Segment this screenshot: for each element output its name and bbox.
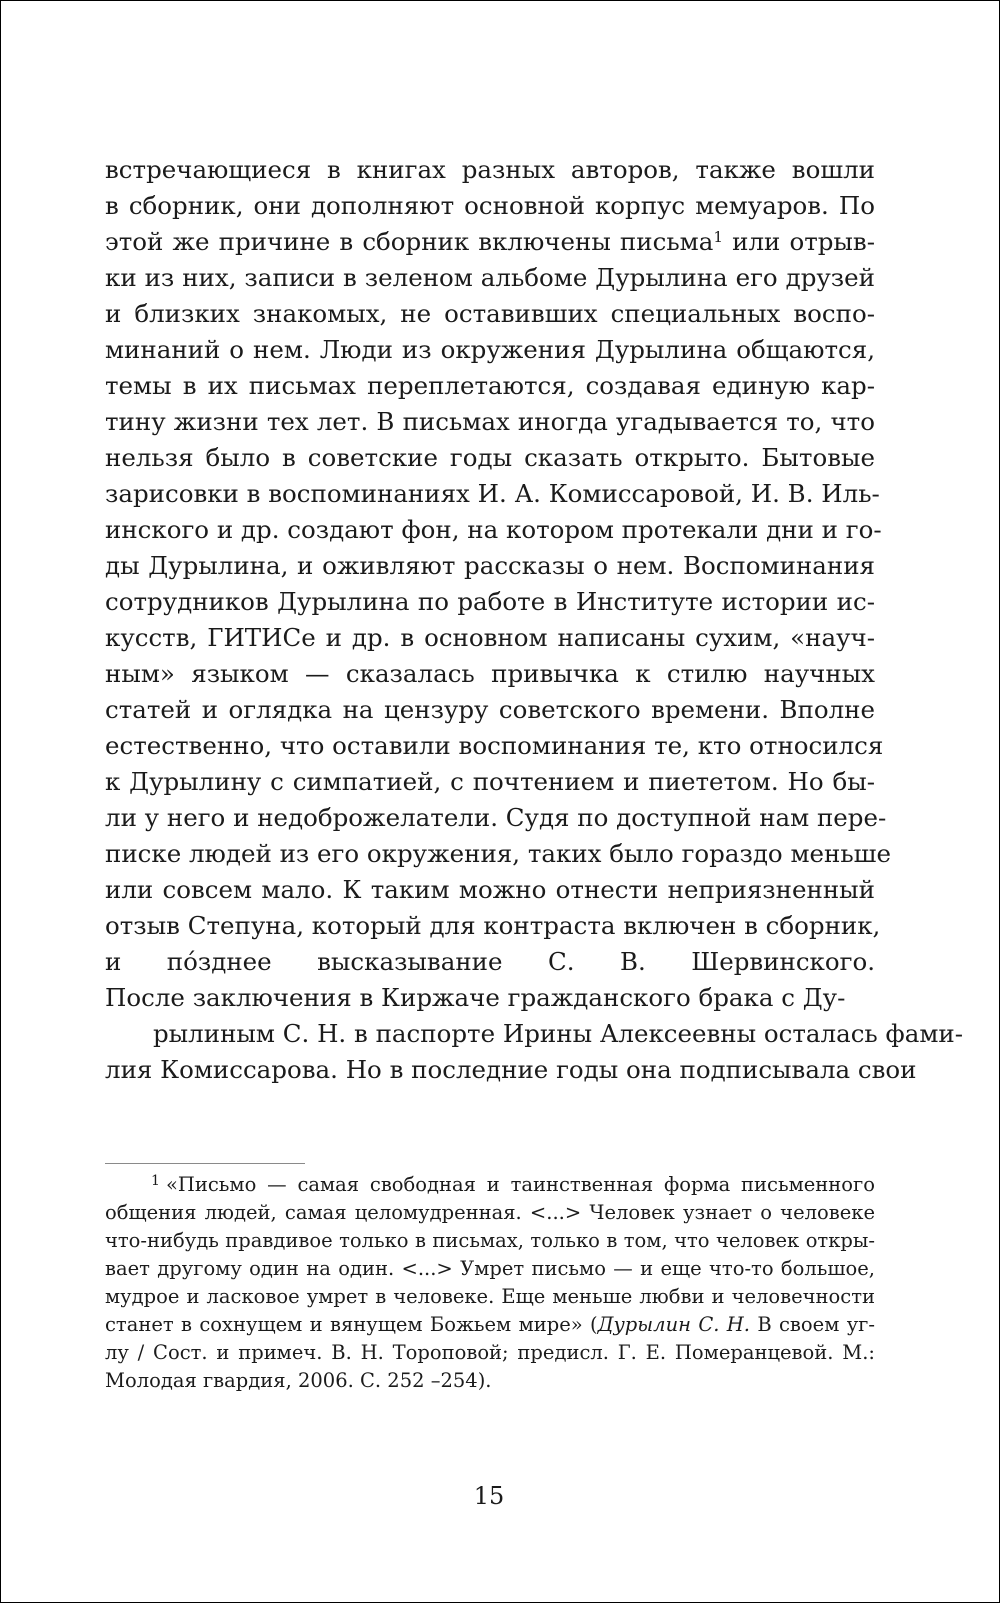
footnote-line: общения людей, самая целомудренная. <...> Человек узнает о человеке <box>105 1201 875 1224</box>
text-fragment: станет в сохнущем и вянущем Божьем мире» ( <box>105 1313 598 1336</box>
main-text <box>105 152 964 1124</box>
text-line: После заключения в Киржаче гражданского брака с Ду- <box>105 983 846 1012</box>
text-line <box>105 224 875 260</box>
footnote <box>105 1171 875 1395</box>
footnote-reference: 1 <box>713 227 723 246</box>
text-fragment: или отрыв- <box>723 227 875 256</box>
text-line: ным» языком — сказалась привычка к стилю научных <box>105 659 875 688</box>
text-line: кусств, ГИТИСе и др. в основном написаны сухим, «науч- <box>105 623 875 652</box>
footnote-line <box>105 1171 875 1199</box>
text-fragment: В своем уг- <box>750 1313 875 1336</box>
text-line: тину жизни тех лет. В письмах иногда угадывается то, что <box>105 407 875 436</box>
text-line: ки из них, записи в зеленом альбоме Дурылина его друзей <box>105 263 875 292</box>
text-line: сотрудников Дурылина по работе в Институте истории ис- <box>105 587 875 616</box>
paragraph-start-line: рылиным С. Н. в паспорте Ирины Алексеевны осталась фами- <box>153 1019 964 1048</box>
footnote-line: лу / Сост. и примеч. В. Н. Тороповой; предисл. Г. Е. Померанцевой. М.: <box>105 1341 875 1364</box>
text-line: встречающиеся в книгах разных авторов, также вошли <box>105 155 875 184</box>
text-line: статей и оглядка на цензуру советского времени. Вполне <box>105 695 875 724</box>
text-line: естественно, что оставили воспоминания те, кто относился <box>105 731 884 760</box>
footnote-line: мудрое и ласковое умрет в человеке. Еще меньше любви и человечности <box>105 1285 875 1308</box>
text-line: и пóзднее высказывание С. В. Шервинского. <box>105 947 875 976</box>
text-line: инского и др. создают фон, на котором протекали дни и го- <box>105 515 882 544</box>
footnote-line: Молодая гвардия, 2006. С. 252 –254). <box>105 1369 492 1392</box>
text-line: к Дурылину с симпатией, с почтением и пиететом. Но бы- <box>105 767 875 796</box>
footnote-divider <box>105 1163 305 1164</box>
footnote-marker: 1 <box>151 1172 160 1189</box>
text-line: писке людей из его окружения, таких было гораздо меньше <box>105 839 891 868</box>
text-line: минаний о нем. Люди из окружения Дурылина общаются, <box>105 335 875 364</box>
text-line: отзыв Степуна, который для контраста включен в сборник, <box>105 911 881 940</box>
text-fragment: «Письмо — самая свободная и таинственная форма письменного <box>165 1173 875 1196</box>
text-line: ли у него и недоброжелатели. Судя по доступной нам пере- <box>105 803 887 832</box>
text-line: ды Дурылина, и оживляют рассказы о нем. Воспоминания <box>105 551 875 580</box>
author-citation: Дурылин С. Н. <box>597 1313 750 1336</box>
page-number: 15 <box>473 1482 505 1510</box>
text-line: зарисовки в воспоминаниях И. А. Комиссаровой, И. В. Иль- <box>105 479 880 508</box>
text-line: нельзя было в советские годы сказать открыто. Бытовые <box>105 443 875 472</box>
text-fragment: этой же причине в сборник включены письма <box>105 227 714 256</box>
footnote-line <box>105 1311 875 1339</box>
footnote-line: что-нибудь правдивое только в письмах, только в том, что человек откры- <box>105 1229 875 1252</box>
text-line: или совсем мало. К таким можно отнести неприязненный <box>105 875 875 904</box>
text-line: и близких знакомых, не оставивших специальных воспо- <box>105 299 875 328</box>
footnote-line: вает другому один на один. <...> Умрет письмо — и еще что-то большое, <box>105 1257 875 1280</box>
text-line: в сборник, они дополняют основной корпус мемуаров. По <box>105 191 875 220</box>
text-line <box>105 1088 875 1124</box>
text-line: лия Комиссарова. Но в последние годы она подписывала свои <box>105 1055 917 1084</box>
text-line: темы в их письмах переплетаются, создавая единую кар- <box>105 371 875 400</box>
